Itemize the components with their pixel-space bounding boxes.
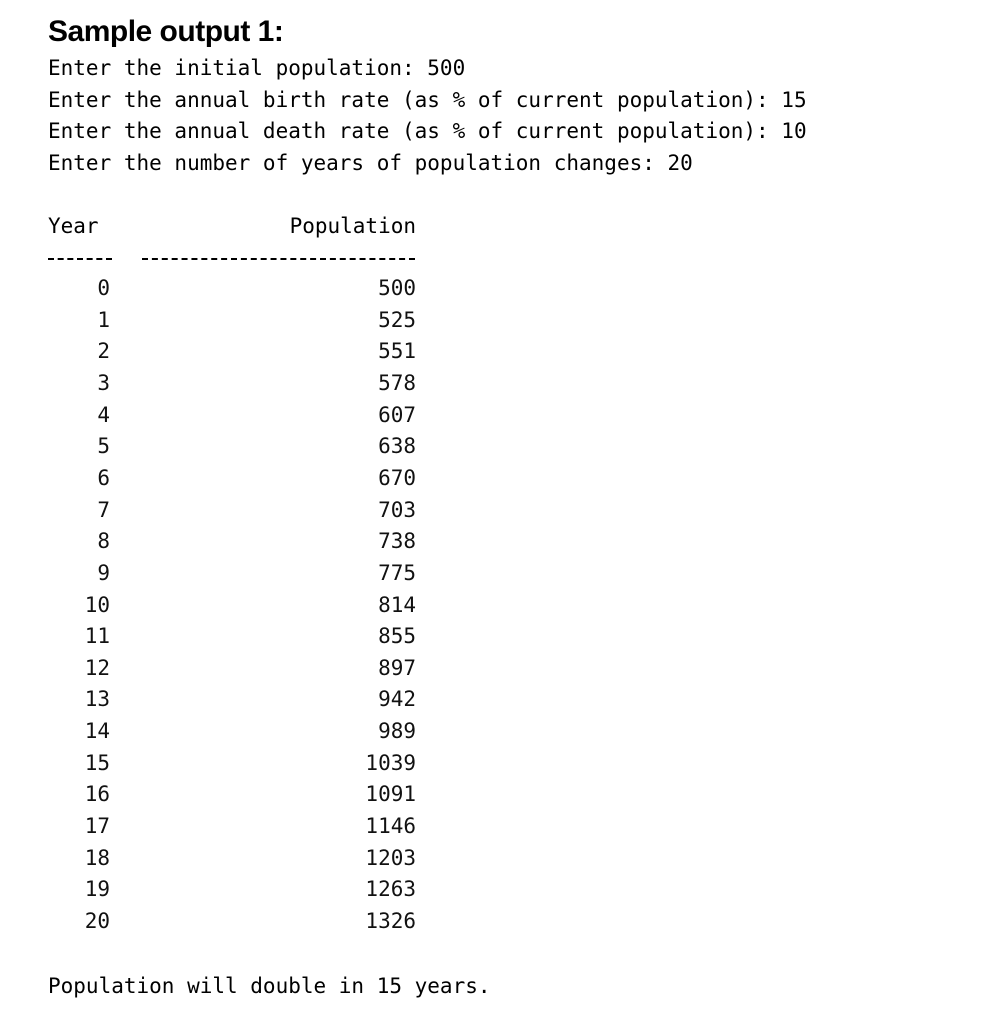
table-cell-population: 1039 <box>365 750 416 775</box>
table-cell-population: 525 <box>378 307 416 332</box>
table-cell-population: 703 <box>378 497 416 522</box>
table-cell-year: 13 <box>84 687 110 712</box>
table-cell-year: 18 <box>84 845 110 870</box>
table-cell-year: 14 <box>84 719 110 744</box>
table-cell-population: 897 <box>378 655 416 680</box>
table-cell-year: 10 <box>84 592 110 617</box>
table-cell-population: 1326 <box>365 909 416 933</box>
table-cell-population: 1263 <box>365 877 416 902</box>
table-cell-year: 4 <box>97 402 110 427</box>
table-cell-population: 942 <box>378 687 416 712</box>
table-cell-year: 20 <box>84 909 110 933</box>
year-column-header: Year <box>48 214 99 238</box>
table-cell-population: 500 <box>378 276 416 300</box>
population-column-separator <box>142 258 415 260</box>
table-cell-population: 814 <box>378 592 416 617</box>
summary-line: Population will double in 15 years. <box>48 974 491 998</box>
prompt-line-death-rate: Enter the annual death rate (as % of current population): 10 <box>48 119 807 143</box>
prompt-line-initial-population: Enter the initial population: 500 <box>48 56 466 80</box>
table-cell-population: 638 <box>378 434 416 459</box>
table-cell-population: 738 <box>378 529 416 554</box>
population-column-header: Population <box>289 214 416 238</box>
table-cell-population: 607 <box>378 402 416 427</box>
table-cell-year: 2 <box>97 339 110 364</box>
table-cell-population: 775 <box>378 560 416 585</box>
table-cell-population: 551 <box>378 339 416 364</box>
table-cell-population: 855 <box>378 624 416 649</box>
table-cell-year: 8 <box>97 529 110 554</box>
table-cell-year: 11 <box>84 624 110 649</box>
year-column-separator <box>48 258 112 260</box>
table-cell-year: 0 <box>97 276 110 300</box>
table-cell-population: 989 <box>378 719 416 744</box>
table-cell-year: 17 <box>84 814 110 839</box>
prompt-line-years: Enter the number of years of population changes: 20 <box>48 151 693 175</box>
table-cell-year: 16 <box>84 782 110 807</box>
table-cell-population: 1146 <box>365 814 416 839</box>
table-cell-year: 3 <box>97 370 110 395</box>
table-cell-year: 6 <box>97 465 110 490</box>
table-cell-population: 670 <box>378 465 416 490</box>
table-cell-year: 12 <box>84 655 110 680</box>
prompt-line-birth-rate: Enter the annual birth rate (as % of current population): 15 <box>48 88 807 112</box>
table-cell-population: 1203 <box>365 845 416 870</box>
table-cell-year: 5 <box>97 434 110 459</box>
table-cell-year: 7 <box>97 497 110 522</box>
table-cell-year: 15 <box>84 750 110 775</box>
table-cell-year: 1 <box>97 307 110 332</box>
table-cell-population: 578 <box>378 370 416 395</box>
table-cell-year: 9 <box>97 560 110 585</box>
page-title: Sample output 1: <box>48 15 284 48</box>
table-cell-population: 1091 <box>365 782 416 807</box>
table-cell-year: 19 <box>84 877 110 902</box>
